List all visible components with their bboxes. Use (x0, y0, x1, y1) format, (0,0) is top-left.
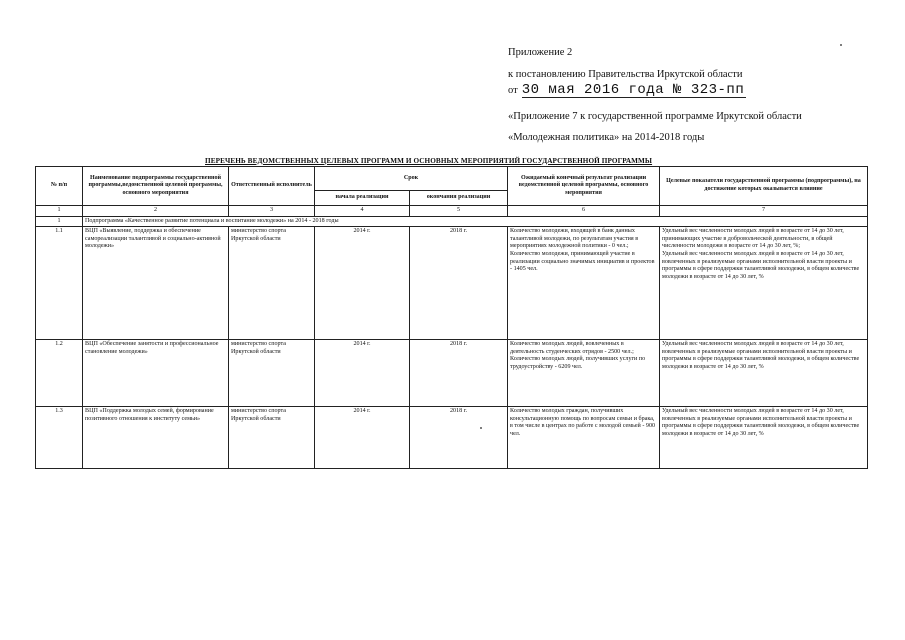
header-executor: Ответственный исполнитель (229, 167, 315, 206)
row-indicators (660, 407, 868, 469)
annex-reference (508, 108, 802, 146)
header-result: Ожидаемый конечный результат реализации ведомственной целевой программы, основного мероприятия (508, 167, 660, 206)
row-start: 2014 г. (315, 407, 410, 469)
subprogram-row (36, 216, 868, 227)
row-end: 2018 г. (410, 227, 508, 340)
col-number: 6 (508, 206, 660, 217)
indicator-item: Удельный вес численности молодых людей в возрасте от 14 до 30 лет, вовлеченных в реализуемые органами исполнительной власти проекты и программы в сфере поддержки талантливой молодежи, в общем количестве молодежи в возрасте от 14 до 30 лет, % (662, 341, 860, 370)
date-prefix: от (508, 85, 518, 96)
row-indicators (660, 227, 868, 340)
result-item: Количество молодых граждан, получивших консультационную помощь по вопросам семьи и брака, в том числе в центрах по работе с молодой семьей - 900 чел. (510, 408, 656, 437)
row-num: 1.1 (36, 227, 83, 340)
row-name: ВЦП «Выявление, поддержка и обеспечение самореализации талантливой и социально-активной молодежи» (83, 227, 229, 340)
header-num: № п/п (36, 167, 83, 206)
indicator-item: Удельный вес численности молодых людей в возрасте от 14 до 30 лет, вовлеченных в реализуемые органами исполнительной власти проекты и программы в сфере поддержки талантливой молодежи, в общем количестве молодежи в возрасте от 14 до 30 лет, % (662, 250, 860, 280)
row-start: 2014 г. (315, 227, 410, 340)
subprogram-title: Подпрограмма «Качественное развитие потенциала и воспитание молодежи» на 2014 - 2018 годы (83, 216, 868, 227)
row-end: 2018 г. (410, 407, 508, 469)
indicator-item: Удельный вес численности молодых людей в возрасте от 14 до 30 лет, принимающих участие в добровольческой деятельности, в общей численности молодежи в возрасте от 14 до 30 лет, %; (662, 228, 844, 250)
header-end: окончания реализации (410, 190, 508, 205)
result-item: Количество молодежи, принимающей участие в реализации социально значимых инициатив и проектов - 1405 чел. (510, 250, 655, 273)
header-name: Наименование подпрограммы государственной программы,ведомственной целевой программы, основного мероприятия (83, 167, 229, 206)
row-result (508, 407, 660, 469)
table-header-row (36, 167, 868, 191)
document-header (508, 46, 746, 98)
appendix-label: Приложение 2 (508, 47, 573, 58)
table-row (36, 407, 868, 469)
column-number-row (36, 206, 868, 217)
annex-line-2: «Молодежная политика» на 2014-2018 годы (508, 132, 705, 143)
col-number: 1 (36, 206, 83, 217)
result-item: Количество молодых людей, получивших услуги по трудоустройству - 6209 чел. (510, 356, 646, 370)
annex-line-1: «Приложение 7 к государственной программе Иркутской области (508, 111, 802, 122)
row-result (508, 227, 660, 340)
row-end: 2018 г. (410, 340, 508, 407)
result-item: Количество молодых людей, вовлеченных в деятельность студенческих отрядов - 2500 чел.; (510, 341, 634, 355)
table-row (36, 340, 868, 407)
document-title: ПЕРЕЧЕНЬ ВЕДОМСТВЕННЫХ ЦЕЛЕВЫХ ПРОГРАММ И ОСНОВНЫХ МЕРОПРИЯТИЙ ГОСУДАРСТВЕННОЙ ПРОГРАММЫ (205, 157, 653, 165)
row-executor: министерство спорта Иркутской области (229, 340, 315, 407)
row-result (508, 340, 660, 407)
resolution-date-line (508, 84, 746, 98)
col-number: 5 (410, 206, 508, 217)
row-indicators (660, 340, 868, 407)
row-name: ВЦП «Обеспечение занятости и профессиональное становление молодежи» (83, 340, 229, 407)
row-num: 1.2 (36, 340, 83, 407)
header-term: Срок (315, 167, 508, 191)
row-name: ВЦП «Поддержка молодых семей, формирование позитивного отношения к институту семьи» (83, 407, 229, 469)
scan-speck (840, 44, 842, 46)
col-number: 4 (315, 206, 410, 217)
header-start: начала реализации (315, 190, 410, 205)
row-executor: министерство спорта Иркутской области (229, 407, 315, 469)
row-start: 2014 г. (315, 340, 410, 407)
indicator-item: Удельный вес численности молодых людей в возрасте от 14 до 30 лет, вовлеченных в реализуемые органами исполнительной власти проекты и программы в сфере поддержки талантливой молодежи, в общем количестве молодежи в возрасте от 14 до 30 лет, % (662, 408, 860, 437)
col-number: 3 (229, 206, 315, 217)
header-indicators: Целевые показатели государственной программы (подпрограммы), на достижение которых оказывается влияние (660, 167, 868, 206)
row-executor: министерство спорта Иркутской области (229, 227, 315, 340)
result-item: Количество молодежи, входящей в банк данных талантливой молодежи, по результатам участия в мероприятиях молодежной политики - 0 чел.; (510, 228, 639, 250)
table-row (36, 227, 868, 340)
programs-table (35, 166, 868, 469)
resolution-date: 30 мая 2016 года № 323-пп (521, 82, 745, 98)
col-number: 7 (660, 206, 868, 217)
col-number: 2 (83, 206, 229, 217)
scan-speck (480, 427, 482, 429)
row-num: 1.3 (36, 407, 83, 469)
subprogram-num: 1 (36, 216, 83, 227)
resolution-reference: к постановлению Правительства Иркутской области (508, 69, 743, 80)
